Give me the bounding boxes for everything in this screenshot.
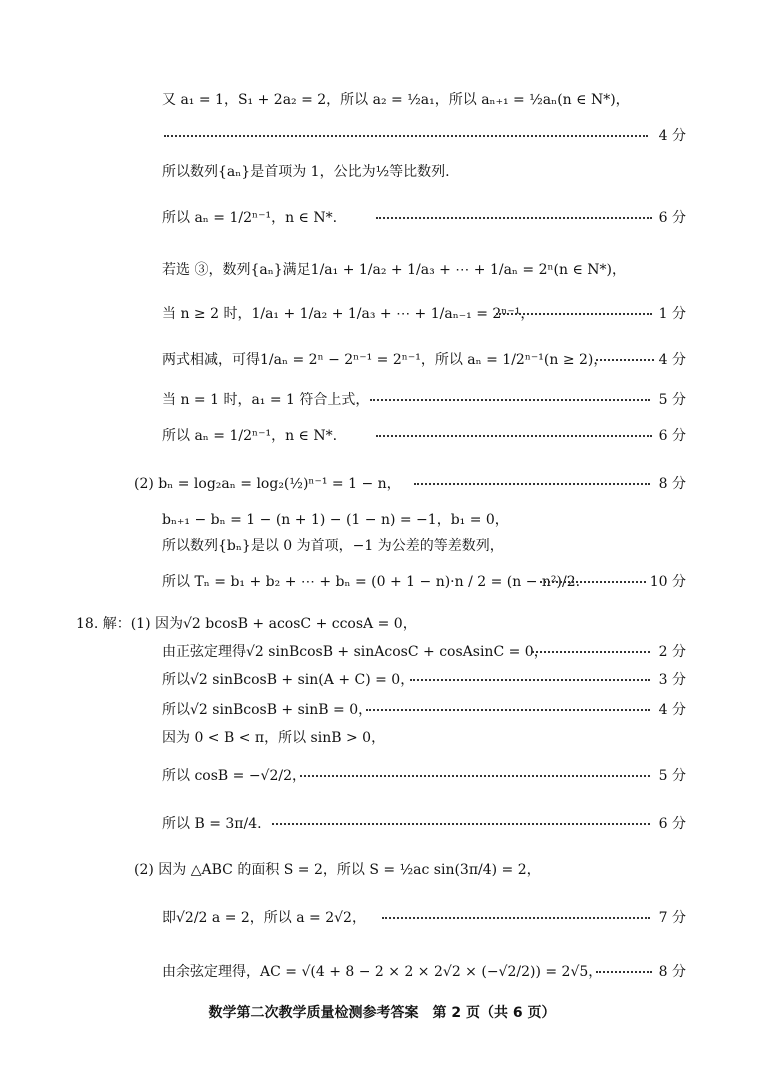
line-text: (2) bₙ = log₂aₙ = log₂(½)ⁿ⁻¹ = 1 − n， [134,476,401,492]
line-text: 由正弦定理得√2 sinBcosB + sinAcosC + cosAsinC = 0， [162,644,548,660]
score-label: 2 分 [658,644,686,660]
page-footer: 数学第二次教学质量检测参考答案 第 2 页（共 6 页） [208,1005,556,1021]
line-text: 两式相减，可得1/aₙ = 2ⁿ − 2ⁿ⁻¹ = 2ⁿ⁻¹，所以 aₙ = 1/2ⁿ⁻¹(n ≥ 2)， [162,352,608,368]
solution-line [0,640,764,664]
dot-leader [370,399,650,401]
solution-line [0,258,764,282]
solution-line [0,698,764,722]
solution-line [0,960,764,984]
line-text: 所以数列{bₙ}是以 0 为首项，−1 为公差的等差数列， [162,538,504,554]
dot-leader [376,435,652,437]
solution-line [0,124,764,148]
solution-line [0,472,764,496]
line-text: 当 n ≥ 2 时，1/a₁ + 1/a₂ + 1/a₃ + ⋯ + 1/aₙ₋₁ = 2ⁿ⁻¹， [162,306,535,322]
score-label: 1 分 [658,306,686,322]
dot-leader [596,359,654,361]
line-text: 所以 Tₙ = b₁ + b₂ + ⋯ + bₙ = (0 + 1 − n)·n / 2 = (n − n²)/2. [162,574,581,590]
score-label: 3 分 [658,672,686,688]
solution-line [0,160,764,184]
line-text: 又 a₁ = 1，S₁ + 2a₂ = 2，所以 a₂ = ½a₁，所以 aₙ₊₁ = ½aₙ(n ∈ N*)， [162,92,630,108]
line-text: 由余弦定理得，AC = √(4 + 8 − 2 × 2 × 2√2 × (−√2/2)) = 2√5， [162,964,603,980]
solution-line [0,858,764,882]
solution-line [0,302,764,326]
dot-leader [414,483,650,485]
solution-line [0,906,764,930]
dot-leader [164,135,648,137]
dot-leader [376,217,652,219]
solution-line [0,726,764,750]
score-label: 10 分 [649,574,686,590]
score-label: 4 分 [658,702,686,718]
score-label: 6 分 [658,428,686,444]
dot-leader [596,971,652,973]
line-text: 所以 cosB = −√2/2， [162,768,307,784]
dot-leader [366,709,650,711]
score-label: 4 分 [658,352,686,368]
line-text: (2) 因为 △ABC 的面积 S = 2，所以 S = ½ac sin(3π/4) = 2， [134,862,541,878]
score-label: 8 分 [658,964,686,980]
line-text: 若选 ③，数列{aₙ}满足1/a₁ + 1/a₂ + 1/a₃ + ⋯ + 1/aₙ = 2ⁿ(n ∈ N*)， [162,262,627,278]
line-text: 所以 B = 3π/4. [162,816,262,832]
line-text: 所以√2 sinBcosB + sinB = 0， [162,702,373,718]
dot-leader [410,679,650,681]
line-text: 18. 解：(1) 因为√2 bcosB + acosC + ccosA = 0， [76,616,417,632]
line-text: bₙ₊₁ − bₙ = 1 − (n + 1) − (1 − n) = −1，b₁ = 0， [162,512,509,528]
solution-line [0,612,764,636]
score-label: 4 分 [658,128,686,144]
dot-leader [496,313,652,315]
solution-line [0,88,764,112]
dot-leader [540,581,646,583]
solution-line [0,570,764,594]
score-label: 5 分 [658,768,686,784]
solution-line [0,424,764,448]
score-label: 7 分 [658,910,686,926]
solution-line [0,812,764,836]
line-text: 所以 aₙ = 1/2ⁿ⁻¹，n ∈ N*. [162,210,338,226]
score-label: 5 分 [658,392,686,408]
solution-line [0,668,764,692]
dot-leader [272,823,650,825]
line-text: 当 n = 1 时，a₁ = 1 符合上式， [162,392,370,408]
dot-leader [300,775,650,777]
score-label: 8 分 [658,476,686,492]
solution-line [0,508,764,532]
solution-line [0,348,764,372]
solution-line [0,206,764,230]
line-text: 即√2/2 a = 2，所以 a = 2√2， [162,910,366,926]
line-text: 所以数列{aₙ}是首项为 1，公比为½等比数列. [162,164,450,180]
solution-line [0,764,764,788]
dot-leader [382,917,650,919]
score-label: 6 分 [658,816,686,832]
line-text: 所以√2 sinBcosB + sin(A + C) = 0， [162,672,415,688]
line-text: 因为 0 < B < π，所以 sinB > 0， [162,730,386,746]
score-label: 6 分 [658,210,686,226]
solution-line [0,534,764,558]
line-text: 所以 aₙ = 1/2ⁿ⁻¹，n ∈ N*. [162,428,338,444]
solution-line [0,388,764,412]
dot-leader [532,651,650,653]
